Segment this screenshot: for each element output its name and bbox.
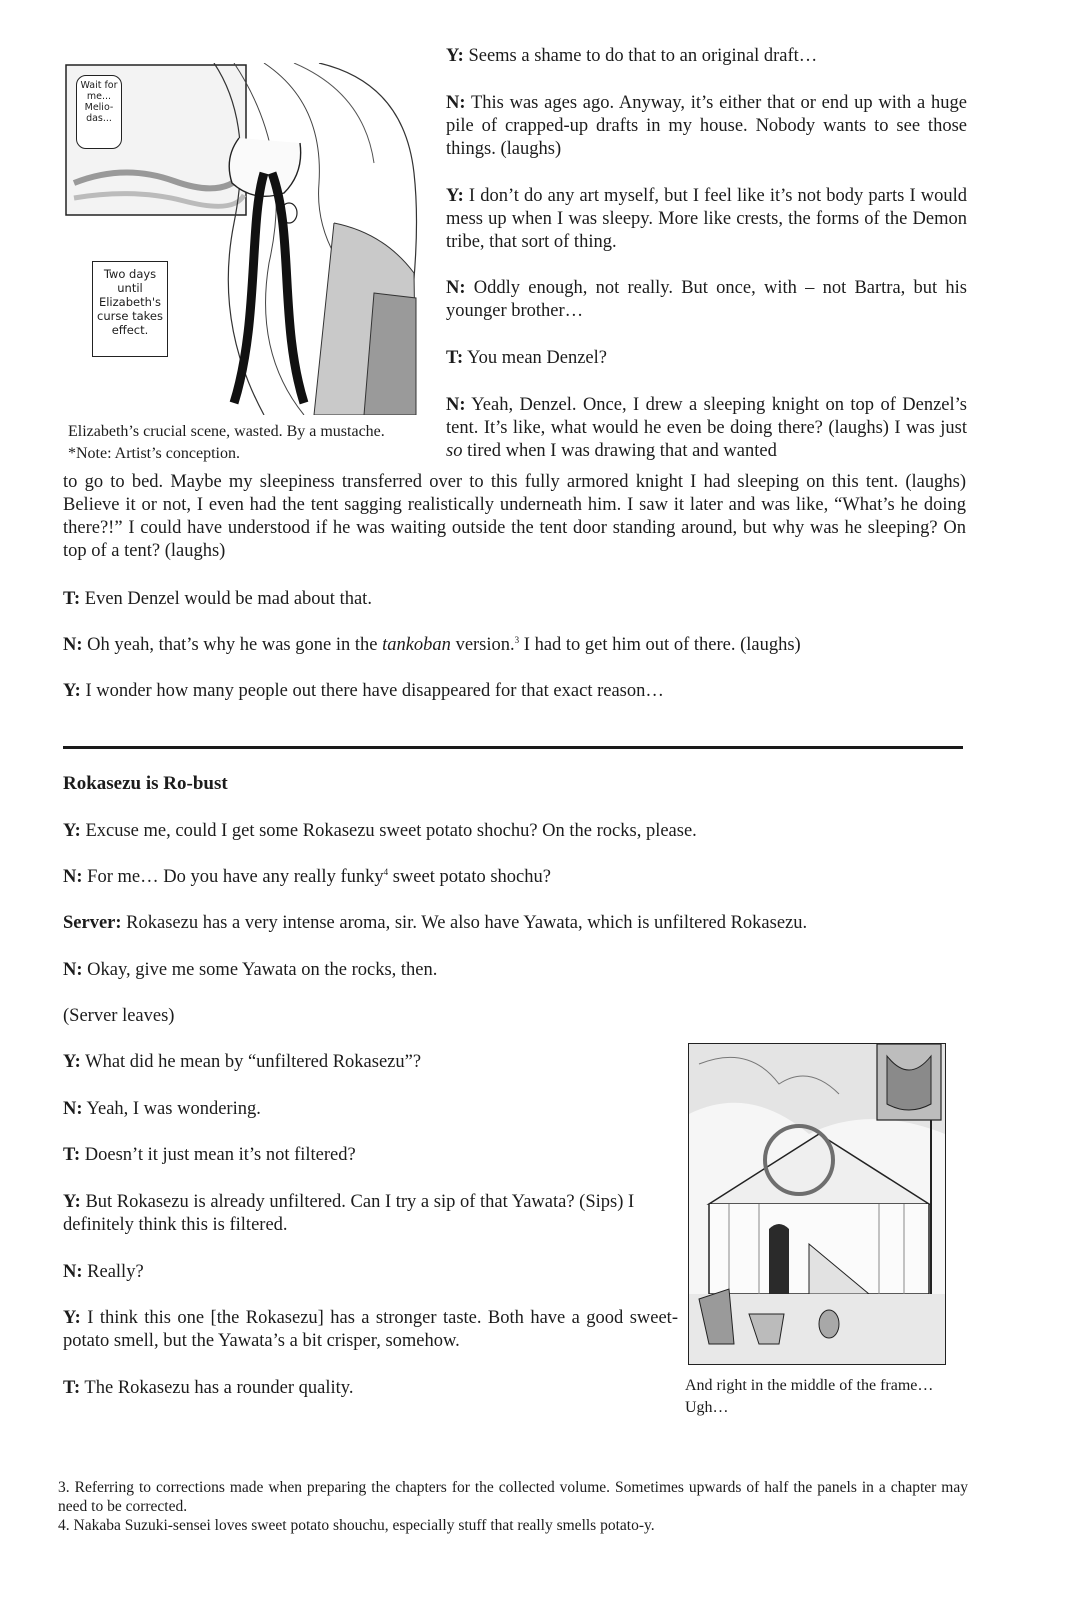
dialogue-continuation: to go to bed. Maybe my sleepiness transferred over to this fully armored knight I had sleeping on this tent. (laughs) Believe it or not, I even had the tent sagging realistically underneath him. I saw it later and was like, “What’s he doing there?!” I could have understood if he was waiting outside the tent door standing around, but why was he sleeping? On top of a tent? (laughs) — [63, 472, 966, 561]
dialogue-paragraph — [446, 92, 967, 161]
speaker-label: T: — [446, 348, 464, 368]
speaker-label: Y: — [63, 1052, 81, 1072]
dialogue-text: I don’t do any art myself, but I feel like it’s not body parts I would mess up when I was sleepy. More like crests, the forms of the Demon tribe, that sort of thing. — [446, 186, 967, 252]
dialogue-paragraph — [63, 820, 968, 843]
footnotes — [58, 1478, 968, 1535]
speaker-label: N: — [63, 635, 83, 655]
panel2-caption-line2: Ugh… — [685, 1399, 729, 1416]
speaker-label: N: — [63, 960, 83, 980]
dialogue-text: Oddly enough, not really. But once, with – not Bartra, but his younger brother… — [446, 278, 967, 321]
dialogue-text: I think this one [the Rokasezu] has a stronger taste. Both have a good sweet-potato smell, but the Yawata’s a bit crisper, somehow. — [63, 1308, 678, 1351]
caption-box-curse: Two days until Elizabeth's curse takes effect. — [92, 261, 168, 357]
dialogue-paragraph — [63, 1191, 678, 1237]
speaker-label: Y: — [63, 821, 81, 841]
footnote-3: 3. Referring to corrections made when preparing the chapters for the collected volume. Sometimes upwards of half the panels in a chapter may need to be corrected. — [58, 1479, 968, 1515]
dialogue-text: Yeah, Denzel. Once, I drew a sleeping knight on top of Denzel’s tent. It’s like, what would he even be doing there? (laughs) I was just — [446, 395, 967, 438]
footnote-ref: 3 — [514, 634, 520, 645]
manga-panel-elizabeth — [64, 63, 432, 415]
panel1-caption-line1: Elizabeth’s crucial scene, wasted. By a mustache. — [68, 423, 385, 440]
dialogue-text: Excuse me, could I get some Rokasezu sweet potato shochu? On the rocks, please. — [80, 821, 697, 841]
speaker-label: N: — [63, 1099, 83, 1119]
dialogue-paragraph — [446, 277, 967, 323]
speaker-label: T: — [63, 589, 81, 609]
speaker-label: N: — [63, 867, 83, 887]
dialogue-text: Oh yeah, that’s why he was gone in the — [82, 635, 383, 655]
speaker-label: N: — [446, 395, 466, 415]
dialogue-paragraph — [63, 959, 968, 982]
dialogue-text: The Rokasezu has a rounder quality. — [80, 1378, 354, 1398]
dialogue-paragraph — [446, 45, 967, 68]
dialogue-text: tired when I was drawing that and wanted — [462, 441, 777, 461]
dialogue-paragraph — [63, 866, 968, 889]
panel2-caption — [685, 1375, 967, 1419]
dialogue-paragraph — [63, 634, 968, 657]
dialogue-text: Yeah, I was wondering. — [82, 1099, 261, 1119]
speech-bubble-wait: Wait for me... Melio-das... — [76, 75, 122, 149]
dialogue-text: Really? — [82, 1262, 144, 1282]
dialogue-paragraph — [63, 588, 968, 611]
speaker-label: Y: — [63, 1308, 81, 1328]
dialogue-paragraph — [446, 394, 967, 463]
speaker-label: N: — [446, 93, 466, 113]
dialogue-text: What did he mean by “unfiltered Rokasezu”? — [80, 1052, 422, 1072]
dialogue-text: Doesn’t it just mean it’s not filtered? — [80, 1145, 356, 1165]
speaker-label: Y: — [446, 46, 464, 66]
manga-panel-tent — [688, 1043, 946, 1365]
speaker-label: Server: — [63, 913, 122, 933]
dialogue-paragraph — [446, 185, 967, 254]
dialogue-paragraph — [63, 680, 968, 703]
emphasis-text: tankoban — [382, 635, 451, 655]
panel2-caption-line1: And right in the middle of the frame… — [685, 1377, 934, 1394]
speaker-label: Y: — [63, 681, 81, 701]
speaker-label: N: — [63, 1262, 83, 1282]
section-divider — [63, 746, 963, 749]
dialogue-paragraph — [63, 1144, 678, 1167]
dialogue-paragraph — [63, 1307, 678, 1353]
emphasis-text: so — [446, 441, 463, 461]
panel1-caption — [68, 421, 428, 465]
dialogue-text: You mean Denzel? — [463, 348, 607, 368]
dialogue-text: For me… Do you have any really funky — [82, 867, 384, 887]
dialogue-text: I had to get him out of there. (laughs) — [519, 635, 801, 655]
dialogue-text: Rokasezu has a very intense aroma, sir. We also have Yawata, which is unfiltered Rokasezu. — [121, 913, 808, 933]
dialogue-paragraph — [63, 1051, 678, 1074]
dialogue-text: Even Denzel would be mad about that. — [80, 589, 372, 609]
dialogue-text: Okay, give me some Yawata on the rocks, then. — [82, 960, 438, 980]
speaker-label: N: — [446, 278, 466, 298]
speaker-label: Y: — [63, 1192, 81, 1212]
tent-illustration — [689, 1044, 945, 1364]
speaker-label: T: — [63, 1145, 81, 1165]
speaker-label: T: — [63, 1378, 81, 1398]
speaker-label: Y: — [446, 186, 464, 206]
stage-direction: (Server leaves) — [63, 1006, 175, 1026]
footnote-ref: 4 — [383, 866, 389, 877]
dialogue-paragraph — [63, 1377, 678, 1400]
dialogue-paragraph — [63, 1261, 678, 1284]
dialogue-paragraph — [63, 1098, 678, 1121]
dialogue-text: But Rokasezu is already unfiltered. Can I try a sip of that Yawata? (Sips) I definitely think this is filtered. — [63, 1192, 635, 1235]
dialogue-text: version. — [450, 635, 515, 655]
dialogue-text: This was ages ago. Anyway, it’s either that or end up with a huge pile of crapped-up drafts in my house. Nobody wants to see those things. (laughs) — [446, 93, 967, 159]
panel1-caption-line2: *Note: Artist’s conception. — [68, 445, 240, 462]
section-heading: Rokasezu is Ro-bust — [63, 773, 228, 794]
dialogue-paragraph — [446, 347, 967, 370]
dialogue-text: sweet potato shochu? — [388, 867, 551, 887]
dialogue-text: I wonder how many people out there have disappeared for that exact reason… — [80, 681, 664, 701]
dialogue-text: Seems a shame to do that to an original draft… — [463, 46, 818, 66]
footnote-4: 4. Nakaba Suzuki-sensei loves sweet potato shouchu, especially stuff that really smells potato-y. — [58, 1517, 655, 1534]
dialogue-paragraph — [63, 912, 968, 935]
